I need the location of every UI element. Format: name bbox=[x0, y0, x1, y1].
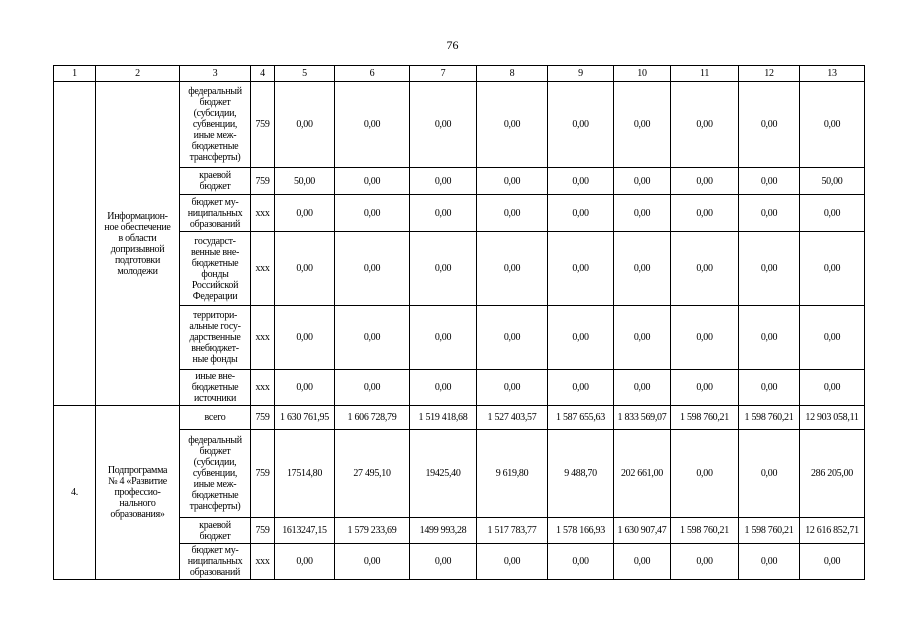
value-cell: 1 606 728,79 bbox=[335, 406, 410, 430]
header-cell: 10 bbox=[614, 66, 671, 82]
value-cell: 0,00 bbox=[671, 82, 739, 168]
value-cell: 0,00 bbox=[671, 195, 739, 232]
program-name: Подпрограмма № 4 «Развитие профессио- нального образования» bbox=[96, 406, 180, 580]
header-cell: 8 bbox=[477, 66, 548, 82]
budget-code: ххх bbox=[251, 232, 275, 306]
value-cell: 27 495,10 bbox=[335, 430, 410, 518]
value-cell: 0,00 bbox=[410, 195, 477, 232]
value-cell: 0,00 bbox=[671, 430, 739, 518]
row-index bbox=[54, 82, 96, 406]
value-cell: 0,00 bbox=[335, 370, 410, 406]
program-name: Информацион- ное обеспечение в области допризывной подготовки молодежи bbox=[96, 82, 180, 406]
funding-source: всего bbox=[180, 406, 251, 430]
funding-source: бюджет му- ниципальных образований bbox=[180, 195, 251, 232]
budget-code: ххх bbox=[251, 195, 275, 232]
value-cell: 1 578 166,93 bbox=[548, 518, 614, 544]
table-row bbox=[54, 406, 865, 430]
value-cell: 1 598 760,21 bbox=[671, 406, 739, 430]
value-cell: 0,00 bbox=[614, 168, 671, 195]
value-cell: 0,00 bbox=[335, 168, 410, 195]
value-cell: 50,00 bbox=[800, 168, 865, 195]
value-cell: 0,00 bbox=[477, 82, 548, 168]
page-number: 76 bbox=[446, 38, 459, 52]
value-cell: 1 598 760,21 bbox=[671, 518, 739, 544]
value-cell: 1 517 783,77 bbox=[477, 518, 548, 544]
value-cell: 19425,40 bbox=[410, 430, 477, 518]
value-cell: 0,00 bbox=[614, 370, 671, 406]
value-cell: 1 833 569,07 bbox=[614, 406, 671, 430]
header-cell: 9 bbox=[548, 66, 614, 82]
value-cell: 0,00 bbox=[739, 82, 800, 168]
value-cell: 0,00 bbox=[800, 82, 865, 168]
value-cell: 0,00 bbox=[477, 195, 548, 232]
value-cell: 0,00 bbox=[275, 82, 335, 168]
value-cell: 0,00 bbox=[548, 195, 614, 232]
funding-source: краевой бюджет bbox=[180, 518, 251, 544]
header-cell: 4 bbox=[251, 66, 275, 82]
budget-code: 759 bbox=[251, 82, 275, 168]
table-body bbox=[54, 66, 865, 580]
value-cell: 0,00 bbox=[739, 430, 800, 518]
value-cell: 0,00 bbox=[739, 544, 800, 580]
value-cell: 12 616 852,71 bbox=[800, 518, 865, 544]
value-cell: 0,00 bbox=[410, 232, 477, 306]
row-index: 4. bbox=[54, 406, 96, 580]
value-cell: 0,00 bbox=[548, 306, 614, 370]
value-cell: 0,00 bbox=[548, 82, 614, 168]
budget-code: 759 bbox=[251, 518, 275, 544]
value-cell: 202 661,00 bbox=[614, 430, 671, 518]
value-cell: 0,00 bbox=[614, 306, 671, 370]
header-cell: 1 bbox=[54, 66, 96, 82]
value-cell: 0,00 bbox=[548, 232, 614, 306]
value-cell: 0,00 bbox=[671, 544, 739, 580]
value-cell: 1 630 907,47 bbox=[614, 518, 671, 544]
budget-code: ххх bbox=[251, 306, 275, 370]
value-cell: 0,00 bbox=[410, 544, 477, 580]
value-cell: 1 527 403,57 bbox=[477, 406, 548, 430]
funding-source: иные вне- бюджетные источники bbox=[180, 370, 251, 406]
value-cell: 0,00 bbox=[671, 306, 739, 370]
value-cell: 1 519 418,68 bbox=[410, 406, 477, 430]
value-cell: 0,00 bbox=[335, 306, 410, 370]
value-cell: 1 587 655,63 bbox=[548, 406, 614, 430]
value-cell: 0,00 bbox=[671, 232, 739, 306]
value-cell: 0,00 bbox=[671, 168, 739, 195]
value-cell: 0,00 bbox=[410, 82, 477, 168]
funding-source: федеральный бюджет (субсидии, субвенции, иные меж- бюджетные трансферты) bbox=[180, 430, 251, 518]
funding-source: федеральный бюджет (субсидии, субвенции, иные меж- бюджетные трансферты) bbox=[180, 82, 251, 168]
value-cell: 9 619,80 bbox=[477, 430, 548, 518]
value-cell: 0,00 bbox=[800, 195, 865, 232]
value-cell: 0,00 bbox=[335, 232, 410, 306]
value-cell: 0,00 bbox=[739, 232, 800, 306]
value-cell: 0,00 bbox=[800, 232, 865, 306]
funding-source: государст- венные вне- бюджетные фонды Российской Федерации bbox=[180, 232, 251, 306]
value-cell: 0,00 bbox=[275, 370, 335, 406]
value-cell: 0,00 bbox=[800, 370, 865, 406]
value-cell: 0,00 bbox=[477, 168, 548, 195]
value-cell: 0,00 bbox=[335, 195, 410, 232]
value-cell: 1 579 233,69 bbox=[335, 518, 410, 544]
header-cell: 2 bbox=[96, 66, 180, 82]
value-cell: 0,00 bbox=[477, 232, 548, 306]
table-row bbox=[54, 82, 865, 168]
value-cell: 17514,80 bbox=[275, 430, 335, 518]
value-cell: 0,00 bbox=[739, 195, 800, 232]
value-cell: 0,00 bbox=[477, 370, 548, 406]
value-cell: 0,00 bbox=[275, 544, 335, 580]
budget-table bbox=[53, 65, 865, 580]
header-row bbox=[54, 66, 865, 82]
value-cell: 286 205,00 bbox=[800, 430, 865, 518]
value-cell: 0,00 bbox=[548, 544, 614, 580]
value-cell: 0,00 bbox=[671, 370, 739, 406]
value-cell: 0,00 bbox=[614, 82, 671, 168]
value-cell: 0,00 bbox=[477, 544, 548, 580]
value-cell: 0,00 bbox=[477, 306, 548, 370]
header-cell: 11 bbox=[671, 66, 739, 82]
value-cell: 0,00 bbox=[548, 370, 614, 406]
header-cell: 12 bbox=[739, 66, 800, 82]
value-cell: 1 630 761,95 bbox=[275, 406, 335, 430]
value-cell: 0,00 bbox=[800, 544, 865, 580]
budget-code: 759 bbox=[251, 168, 275, 195]
value-cell: 0,00 bbox=[410, 306, 477, 370]
value-cell: 0,00 bbox=[275, 232, 335, 306]
value-cell: 0,00 bbox=[614, 232, 671, 306]
funding-source: краевой бюджет bbox=[180, 168, 251, 195]
value-cell: 0,00 bbox=[739, 306, 800, 370]
header-cell: 7 bbox=[410, 66, 477, 82]
value-cell: 0,00 bbox=[410, 370, 477, 406]
value-cell: 1 598 760,21 bbox=[739, 406, 800, 430]
value-cell: 12 903 058,11 bbox=[800, 406, 865, 430]
value-cell: 0,00 bbox=[614, 195, 671, 232]
budget-code: ххх bbox=[251, 544, 275, 580]
value-cell: 0,00 bbox=[410, 168, 477, 195]
value-cell: 9 488,70 bbox=[548, 430, 614, 518]
value-cell: 0,00 bbox=[335, 82, 410, 168]
value-cell: 0,00 bbox=[335, 544, 410, 580]
value-cell: 1499 993,28 bbox=[410, 518, 477, 544]
value-cell: 1613247,15 bbox=[275, 518, 335, 544]
funding-source: бюджет му- ниципальных образований bbox=[180, 544, 251, 580]
header-cell: 3 bbox=[180, 66, 251, 82]
value-cell: 0,00 bbox=[275, 306, 335, 370]
value-cell: 0,00 bbox=[800, 306, 865, 370]
value-cell: 0,00 bbox=[614, 544, 671, 580]
budget-code: 759 bbox=[251, 406, 275, 430]
value-cell: 1 598 760,21 bbox=[739, 518, 800, 544]
header-cell: 6 bbox=[335, 66, 410, 82]
funding-source: территори- альные госу- дарственные внебюджет- ные фонды bbox=[180, 306, 251, 370]
header-cell: 13 bbox=[800, 66, 865, 82]
value-cell: 50,00 bbox=[275, 168, 335, 195]
value-cell: 0,00 bbox=[548, 168, 614, 195]
budget-code: ххх bbox=[251, 370, 275, 406]
value-cell: 0,00 bbox=[275, 195, 335, 232]
value-cell: 0,00 bbox=[739, 168, 800, 195]
header-cell: 5 bbox=[275, 66, 335, 82]
budget-code: 759 bbox=[251, 430, 275, 518]
value-cell: 0,00 bbox=[739, 370, 800, 406]
